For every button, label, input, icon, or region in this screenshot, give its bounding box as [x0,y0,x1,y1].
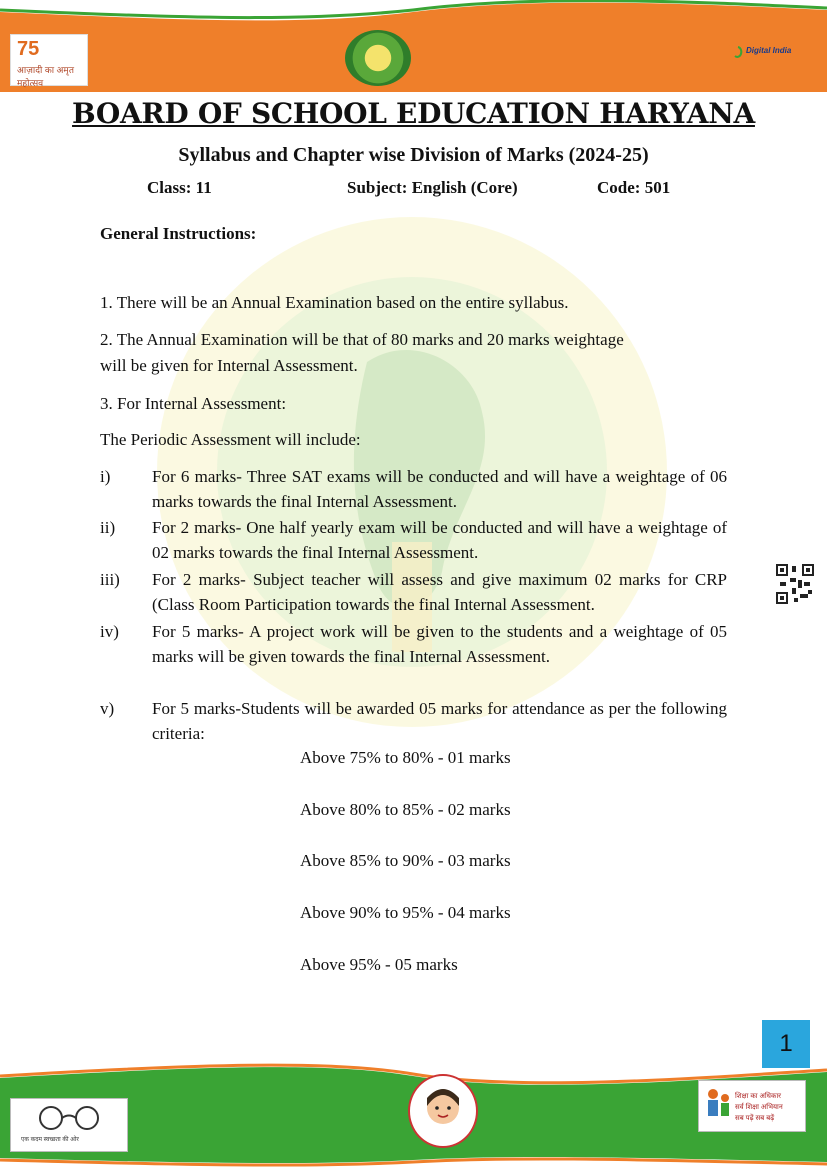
list-item [100,696,727,746]
instruction-line: 1. There will be an Annual Examination based on the entire syllabus. [100,293,569,312]
list-item [100,515,727,565]
list-item-text: For 5 marks-Students will be awarded 05 marks for attendance as per the following criteria: [152,699,727,743]
rte-line: सर्व शिक्षा अभियान [735,1104,783,1111]
logo-text: आज़ादी का अमृत महोत्सव [17,65,74,88]
list-item-number: v) [100,699,115,718]
list-item [100,619,727,669]
list-item-number: iv) [100,622,119,641]
attendance-criterion: Above 95% - 05 marks [300,955,458,974]
qr-code-icon[interactable] [776,564,814,604]
rte-line: शिक्षा का अधिकार [735,1093,782,1100]
list-item-text: For 5 marks- A project work will be given to the students and a weightage of 05 marks will be given towards the final Internal Assessment. [152,622,727,666]
header-band [0,0,827,100]
swachh-bharat-text: एक कदम स्वच्छता की ओर [21,1137,79,1143]
list-item [100,567,727,617]
page-number: 1 [762,1020,810,1068]
digital-india-logo [729,37,801,69]
rte-line: सब पढ़ें सब बढ़ें [735,1115,775,1122]
board-seal-icon [345,30,411,86]
instruction-line: 3. For Internal Assessment: [100,394,287,413]
digital-india-icon [729,41,745,63]
list-item-text: For 6 marks- Three SAT exams will be conducted and will have a weightage of 06 marks towards the final Internal Assessment. [152,467,727,511]
subject-label: Subject: English (Core) [347,178,518,197]
instruction-line: The Periodic Assessment will include: [100,430,361,449]
page-title: BOARD OF SCHOOL EDUCATION HARYANA [72,97,755,130]
code-label: Code: 501 [597,178,671,197]
rte-text [735,1091,783,1124]
list-item-number: i) [100,467,111,486]
instruction-line: 2. The Annual Examination will be that of 80 marks and 20 marks weightage [100,330,624,349]
attendance-criterion: Above 75% to 80% - 01 marks [300,748,511,767]
list-item-number: iii) [100,570,120,589]
page-subtitle: Syllabus and Chapter wise Division of Marks (2024-25) [178,144,649,166]
attendance-criterion: Above 90% to 95% - 04 marks [300,903,511,922]
children-reading-icon [703,1086,733,1126]
list-item-number: ii) [100,518,116,537]
class-label: Class: 11 [147,178,212,197]
attendance-criterion: Above 80% to 85% - 02 marks [300,800,511,819]
spectacles-icon [29,1103,109,1133]
instruction-line: will be given for Internal Assessment. [100,356,358,375]
list-item-text: For 2 marks- Subject teacher will assess and give maximum 02 marks for CRP (Class Room Participation towards the final Internal Assessment. [152,570,727,614]
list-item-text: For 2 marks- One half yearly exam will be conducted and will have a weightage of 02 marks towards the final Internal Assessment. [152,518,727,562]
azadi-ka-amrit-mahotsav-logo [10,34,88,86]
general-instructions-heading: General Instructions: [100,224,257,243]
digital-india-text: Digital India [746,46,792,55]
attendance-criterion: Above 85% to 90% - 03 marks [300,851,511,870]
beti-bachao-logo [408,1074,478,1148]
right-to-education-logo [698,1080,806,1132]
girl-face-icon [410,1076,476,1146]
list-item [100,464,727,514]
swachh-bharat-logo [10,1098,128,1152]
logo-numeral: 75 [17,38,40,60]
